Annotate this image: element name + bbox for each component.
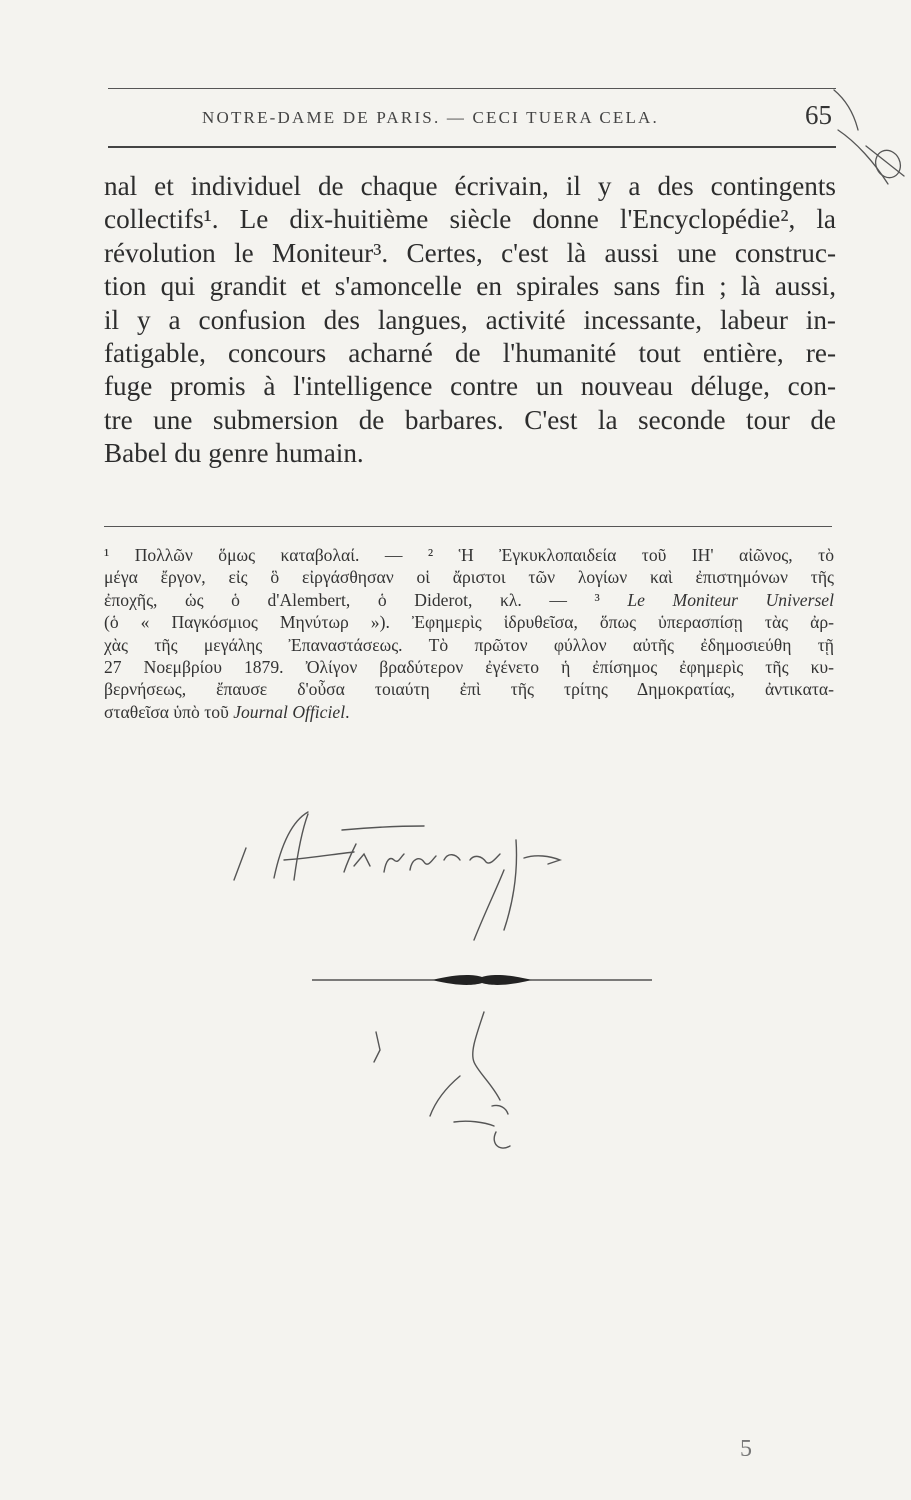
header-rule-top xyxy=(108,88,836,89)
footnote-line: χὰς τῆς μεγάλης Ἐπαναστάσεως. Τὸ πρῶτον φύλλον αὐτῆς ἐδημοσιεύθη τῇ xyxy=(104,634,834,655)
corner-pen-mark xyxy=(826,80,911,190)
footnote-line: ¹ Πολλῶν ὅμως καταβολαί. — ² Ἡ Ἐγκυκλοπαιδεία τοῦ ΙΗ' αἰῶνος, τὸ xyxy=(104,545,834,565)
body-line: il y a confusion des langues, activité incessante, labeur in- xyxy=(104,304,836,335)
page-number: 65 xyxy=(805,100,832,130)
body-paragraph xyxy=(104,170,836,471)
body-line: tre une submersion de barbares. C'est la seconde tour de xyxy=(104,404,836,435)
body-line: fuge promis à l'intelligence contre un nouveau déluge, con- xyxy=(104,371,836,402)
header-rule-bottom xyxy=(108,146,836,148)
footnote-line: (ὁ « Παγκόσμιος Μηνύτωρ »). Ἐφημερὶς ἱδρυθεῖσα, ὅπως ὑπερασπίσῃ τὰς ἀρ- xyxy=(104,612,834,633)
body-line: Babel du genre humain. xyxy=(104,438,364,469)
running-head: NOTRE-DAME DE PARIS. — CECI TUERA CELA. xyxy=(202,108,659,127)
footnote-line: μέγα ἔργον, εἰς ὃ εἰργάσθησαν οἱ ἄριστοι τῶν λογίων καὶ ἐπιστημόνων τῆς xyxy=(104,567,834,588)
footnotes xyxy=(104,544,834,723)
body-line: nal et individuel de chaque écrivain, il y a des contingents xyxy=(104,171,836,201)
footnote-line: βερνήσεως, ἔπαυσε δ'οὖσα τοιαύτη ἐπὶ τῆς τρίτης Δημοκρατίας, ἀντικατα- xyxy=(104,679,834,700)
footnote-line: σταθεῖσα ὑπὸ τοῦ Journal Officiel. xyxy=(104,701,350,722)
body-line: révolution le Moniteur³. Certes, c'est là aussi une construc- xyxy=(104,237,836,268)
footnote-rule xyxy=(104,526,832,527)
decorative-tailpiece-rule xyxy=(312,965,652,995)
body-line: tion qui grandit et s'amoncelle en spirales sans fin ; là aussi, xyxy=(104,271,836,302)
footnote-line: 27 Νοεμβρίου 1879. Ὀλίγον βραδύτερον ἐγένετο ἡ ἐπίσημος ἐφημερὶς τῆς κυ- xyxy=(104,657,834,678)
italic-title: Le Moniteur Universel xyxy=(627,589,834,610)
body-line: fatigable, concours acharné de l'humanité tout entière, re- xyxy=(104,338,836,369)
footnote-line: ἐποχῆς, ὡς ὁ d'Alembert, ὁ Diderot, κλ. — ³ Le Moniteur Universel xyxy=(104,589,834,610)
italic-title: Journal Officiel xyxy=(233,701,346,722)
page-header xyxy=(110,100,832,134)
body-line: collectifs¹. Le dix-huitième siècle donne l'Encyclopédie², la xyxy=(104,204,836,235)
signature-mark: 5 xyxy=(740,1436,752,1462)
